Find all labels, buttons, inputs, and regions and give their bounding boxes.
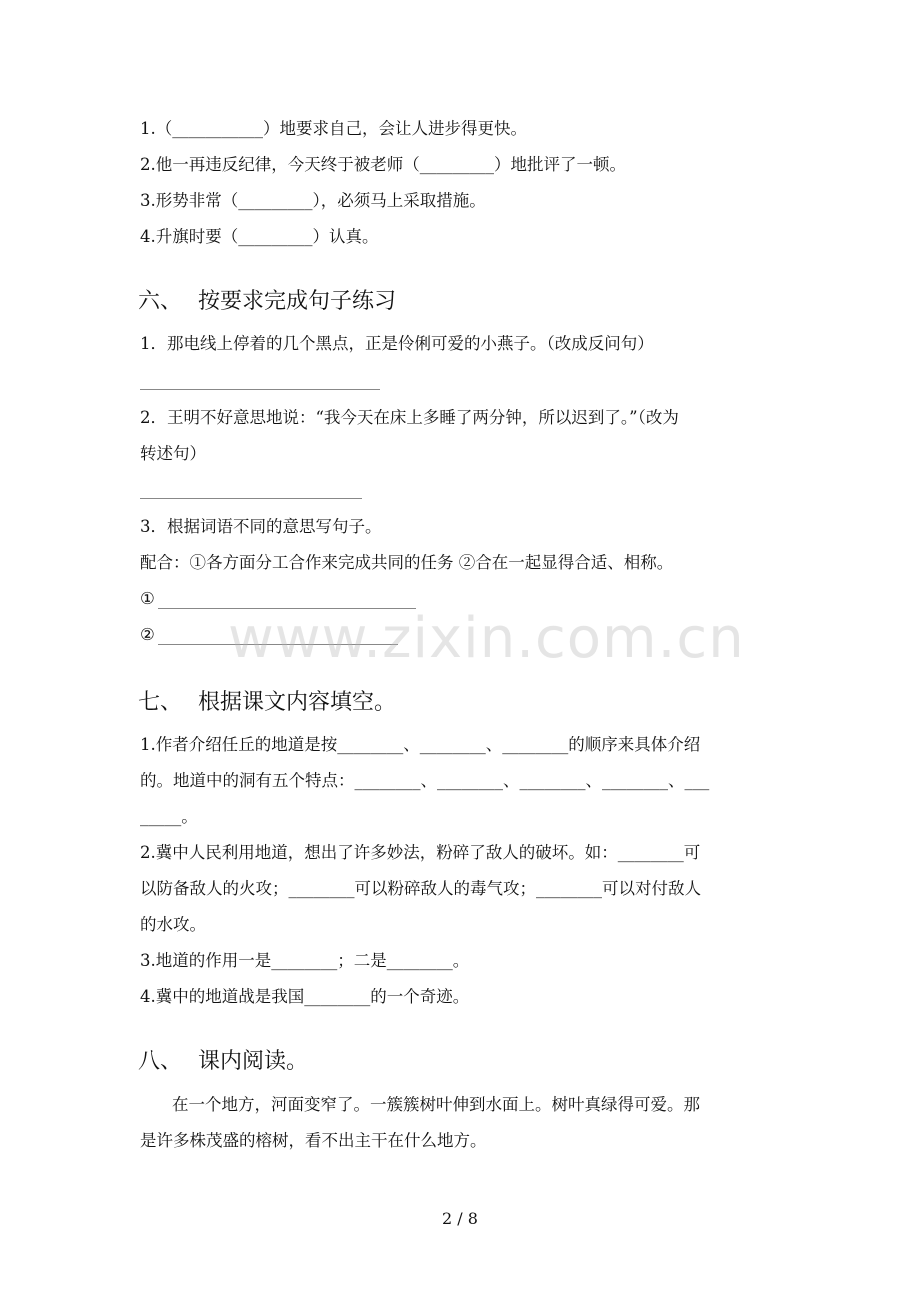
answer-mark-1: ①	[140, 589, 155, 608]
section-heading-7	[138, 692, 396, 714]
question-3: 3．根据词语不同的意思写句子。	[140, 517, 382, 536]
answer-mark-2: ②	[140, 625, 155, 644]
question-2-line-2: 转述句）	[140, 444, 206, 463]
reading-paragraph-line-1: 在一个地方，河面变窄了。一簇簇树叶伸到水面上。树叶真绿得可爱。那	[172, 1095, 700, 1114]
section-title: 按要求完成句子练习	[198, 289, 397, 314]
section-title: 根据课文内容填空。	[198, 690, 397, 715]
fill-line-5: 以防备敌人的火攻；________可以粉碎敌人的毒气攻；________可以对付敌人	[140, 879, 701, 898]
part5-item-1: 1.（___________）地要求自己，会让人进步得更快。	[140, 119, 527, 138]
part5-item-3: 3.形势非常（_________），必须马上采取措施。	[140, 191, 486, 210]
reading-paragraph-line-2: 是许多株茂盛的榕树，看不出主干在什么地方。	[140, 1131, 487, 1150]
question-2-line-1: 2．王明不好意思地说：“我今天在床上多睡了两分钟，所以迟到了。”（改为	[140, 408, 679, 427]
answer-line	[140, 498, 362, 499]
fill-line-2: 的。地道中的洞有五个特点：________、________、________、________、___	[140, 771, 710, 790]
question-1: 1．那电线上停着的几个黑点，正是伶俐可爱的小燕子。（改成反问句）	[140, 334, 654, 353]
part5-item-2: 2.他一再违反纪律，今天终于被老师（_________）地批评了一顿。	[140, 155, 626, 174]
fill-line-7: 3.地道的作用一是________；二是________。	[140, 951, 470, 970]
section-title: 课内阅读。	[198, 1049, 309, 1074]
section-heading-6	[138, 291, 396, 313]
fill-line-8: 4.冀中的地道战是我国________的一个奇迹。	[140, 987, 470, 1006]
section-number: 六、	[138, 289, 183, 314]
watermark: www.zixin.com.cn	[228, 606, 745, 671]
part5-item-4: 4.升旗时要（_________）认真。	[140, 227, 379, 246]
answer-line	[140, 389, 380, 390]
section-number: 七、	[138, 690, 183, 715]
fill-line-6: 的水攻。	[140, 915, 206, 934]
section-number: 八、	[138, 1049, 183, 1074]
fill-line-3: _____。	[140, 807, 198, 826]
page-number: 2 / 8	[442, 1209, 478, 1228]
section-heading-8	[138, 1051, 308, 1073]
fill-line-4: 2.冀中人民利用地道，想出了许多妙法，粉碎了敌人的破坏。如：________可	[140, 843, 701, 862]
question-3-definition: 配合：①各方面分工合作来完成共同的任务 ②合在一起显得合适、相称。	[140, 553, 674, 572]
fill-line-1: 1.作者介绍任丘的地道是按________、________、________的顺序来具体介绍	[140, 735, 701, 754]
